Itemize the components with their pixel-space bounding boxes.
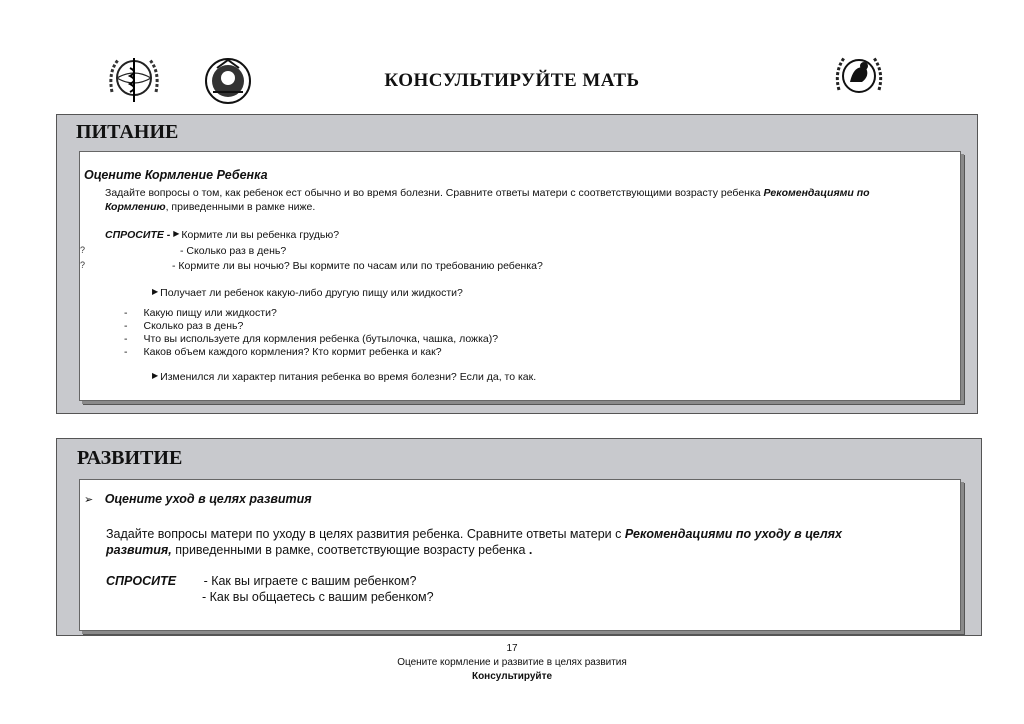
intro-bold: Кормлению bbox=[105, 201, 166, 213]
development-subheading-row bbox=[84, 492, 312, 506]
intro-bold: Рекомендациями по bbox=[763, 187, 870, 199]
list-item bbox=[124, 333, 498, 345]
triangle-bullet-icon: ▶ bbox=[152, 371, 159, 380]
nutrition-panel bbox=[56, 114, 978, 414]
question-marker: ? bbox=[80, 260, 86, 270]
list-text: Каков объем каждого кормления? Кто кормит ребенка и как? bbox=[143, 346, 442, 358]
list-item bbox=[124, 346, 442, 358]
question-marker: ? bbox=[80, 245, 86, 255]
ask-label: СПРОСИТЕ - bbox=[105, 229, 171, 241]
dash: - bbox=[124, 307, 128, 319]
dash: - bbox=[124, 320, 128, 332]
footer-line1: Оцените кормление и развитие в целях развития bbox=[397, 657, 627, 668]
nutrition-subheading: Оцените Кормление Ребенка bbox=[84, 168, 268, 182]
intro-bold: Рекомендациями по уходу в целях bbox=[624, 527, 842, 541]
sub-question: - Сколько раз в день? bbox=[180, 245, 287, 257]
triangle-bullet-icon: ▶ bbox=[152, 287, 159, 296]
nutrition-intro-line2 bbox=[105, 201, 315, 213]
list-item bbox=[124, 320, 243, 332]
question-other-food bbox=[152, 287, 463, 299]
question-breastfeeding: Кормите ли вы ребенка грудью? bbox=[181, 229, 340, 241]
arrow-bullet-icon: ➢ bbox=[84, 494, 94, 506]
intro-text: Задайте вопросы матери по уходу в целях развития ребенка. Сравните ответы матери с bbox=[106, 527, 625, 541]
question-illness-change bbox=[152, 371, 536, 383]
footer-line2: Консультируйте bbox=[471, 671, 553, 682]
triangle-bullet-icon: ▶ bbox=[173, 229, 180, 238]
ask-label: СПРОСИТЕ bbox=[106, 574, 177, 588]
dash: - bbox=[124, 346, 128, 358]
development-ask-row bbox=[106, 574, 416, 588]
question-play: - Как вы играете с вашим ребенком? bbox=[203, 574, 417, 588]
list-text: Что вы используете для кормления ребенка (бутылочка, чашка, ложка)? bbox=[143, 333, 499, 345]
intro-text: Задайте вопросы о том, как ребенок ест обычно и во время болезни. Сравните ответы матери с соответствующими возрасту ребенка bbox=[105, 187, 764, 199]
dash: - bbox=[124, 333, 128, 345]
intro-end: . bbox=[528, 543, 533, 557]
intro-text: , приведенными в рамке ниже. bbox=[165, 201, 316, 213]
development-heading: РАЗВИТИЕ bbox=[77, 447, 183, 469]
question-text: Получает ли ребенок какую-либо другую пищу или жидкости? bbox=[160, 287, 463, 299]
list-item bbox=[124, 307, 277, 319]
intro-text: приведенными в рамке, соответствующие возрасту ребенка bbox=[171, 543, 529, 557]
development-intro-line1 bbox=[106, 527, 842, 541]
sub-question: - Кормите ли вы ночью? Вы кормите по часам или по требованию ребенка? bbox=[172, 260, 543, 272]
list-text: Какую пищу или жидкости? bbox=[143, 307, 277, 319]
question-communicate: - Как вы общаетесь с вашим ребенком? bbox=[202, 590, 434, 604]
nutrition-card bbox=[79, 151, 961, 401]
page-title: КОНСУЛЬТИРУЙТЕ МАТЬ bbox=[384, 70, 640, 91]
question-text: Изменился ли характер питания ребенка во время болезни? Если да, то как. bbox=[160, 371, 537, 383]
development-intro-line2 bbox=[106, 543, 532, 557]
development-subheading: Оцените уход в целях развития bbox=[104, 492, 312, 506]
nutrition-heading: ПИТАНИЕ bbox=[76, 121, 179, 143]
page-number: 17 bbox=[506, 643, 518, 654]
intro-bold: развития, bbox=[106, 543, 172, 557]
nutrition-intro-line1 bbox=[105, 187, 870, 199]
ask-feeding bbox=[105, 229, 339, 241]
list-text: Сколько раз в день? bbox=[143, 320, 244, 332]
development-card bbox=[79, 479, 961, 631]
development-panel bbox=[56, 438, 982, 636]
